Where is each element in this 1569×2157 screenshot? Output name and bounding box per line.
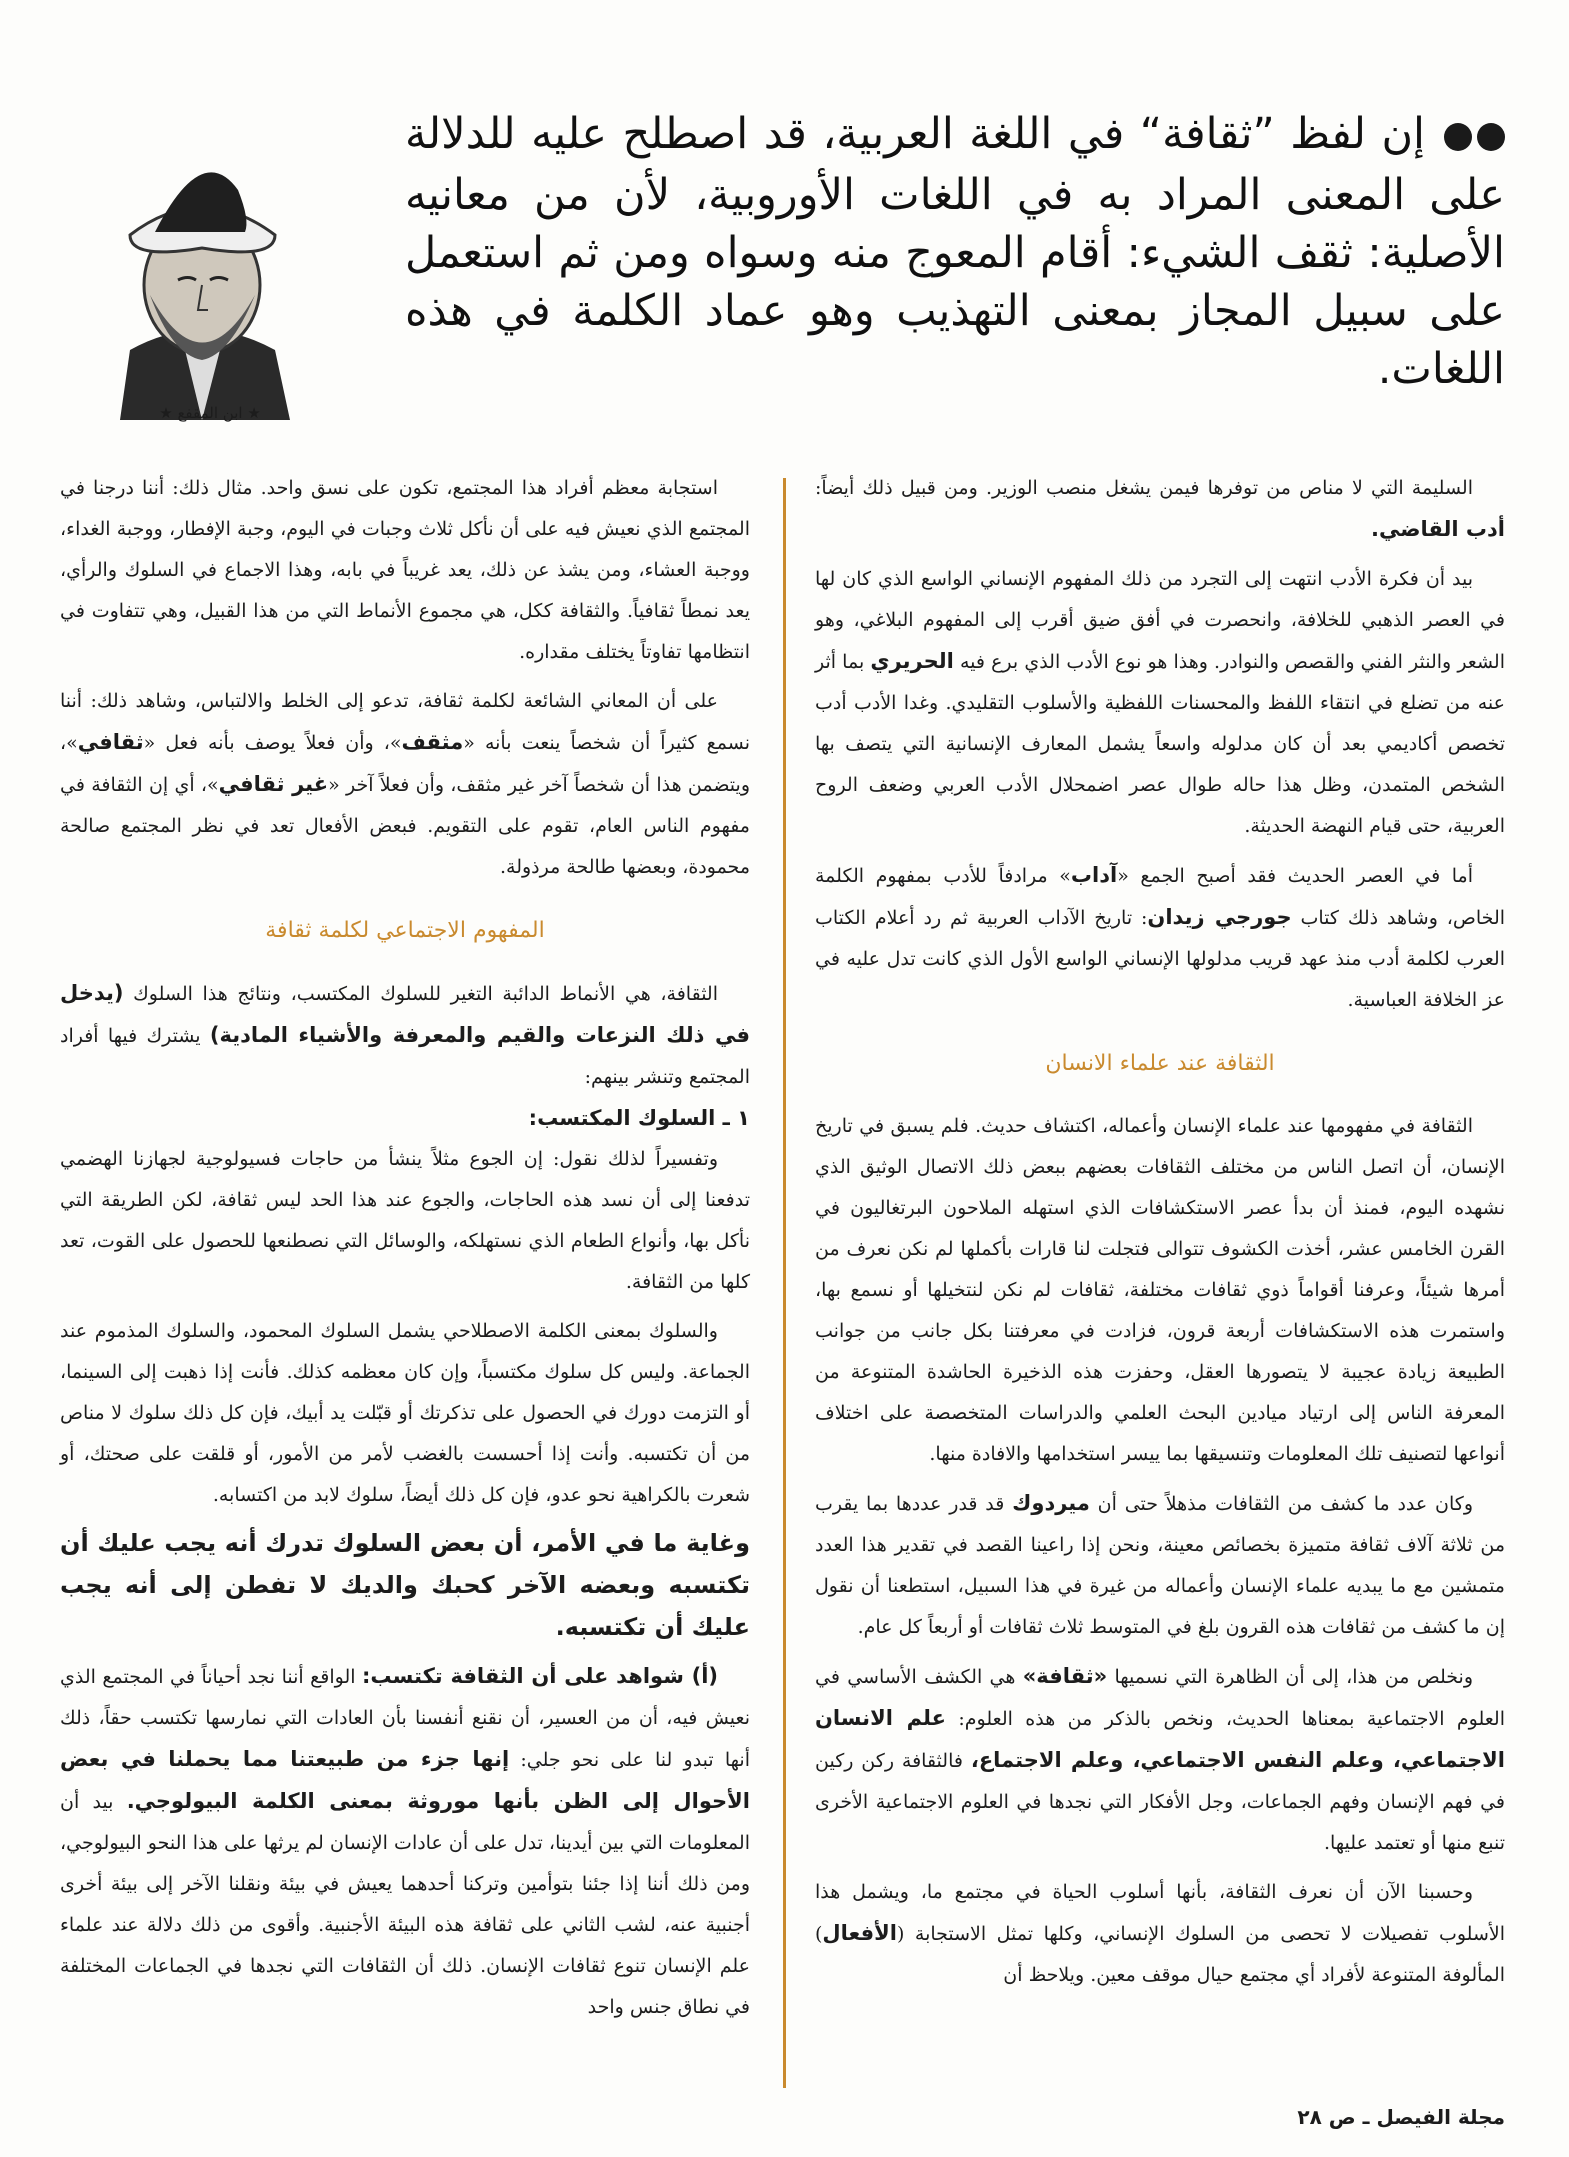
paragraph: السليمة التي لا مناص من توفرها فيمن يشغل منصب الوزير. ومن قبيل ذلك أيضاً: أدب القاضي. xyxy=(815,477,1505,541)
intro-block xyxy=(405,105,1505,398)
right-column xyxy=(815,468,1505,1996)
paragraph: الثقافة، هي الأنماط الدائبة التغير للسلوك المكتسب، ونتائج هذا السلوك (يدخل في ذلك النزعات والقيم والمعرفة والأشياء المادية) يشترك فيها أفراد المجتمع وتنشر بينهم: xyxy=(60,981,750,1088)
paragraph: أما في العصر الحديث فقد أصبح الجمع «آداب» مرادفاً للأدب بمفهوم الكلمة الخاص، وشاهد ذلك كتاب جورجي زيدان: تاريخ الآداب العربية ثم رد أعلام الكتاب العرب لكلمة أدب منذ عهد قريب مدلولها الإنساني الواسع الأول الذي كانت تدل عليه في عز الخلافة العباسية. xyxy=(815,863,1506,1011)
section-heading: المفهوم الاجتماعي لكلمة ثقافة xyxy=(265,918,545,943)
list-item-heading: ١ ـ السلوك المكتسب: xyxy=(528,1106,750,1130)
intro-text: إن لفظ ”ثقافة“ في اللغة العربية، قد اصطلح عليه للدلالة على المعنى المراد به في اللغات الأوروبية، لأن من معانيه الأصلية: ثقف الشيء: أقام المعوج منه وسواه ومن ثم استعمل على سبيل المجاز بمعنى التهذيب وهو عماد الكلمة في هذه اللغات. xyxy=(405,109,1505,394)
paragraph: ونخلص من هذا، إلى أن الظاهرة التي نسميها «ثقافة» هي الكشف الأساسي في العلوم الاجتماعية بمعناها الحديث، ونخص بالذكر من هذه العلوم: علم الانسان الاجتماعي، وعلم النفس الاجتماعي، وعلم الاجتماع، فالثقافة ركن ركين في فهم الإنسان وفهم الجماعات، وجل الأفكار التي نجدها في العلوم الاجتماعية الأخرى تنبع منها أو تعتمد عليها. xyxy=(815,1664,1505,1854)
section-heading: الثقافة عند علماء الانسان xyxy=(1045,1051,1275,1076)
paragraph: وحسبنا الآن أن نعرف الثقافة، بأنها أسلوب الحياة في مجتمع ما، ويشمل هذا الأسلوب تفصيلات لا تحصى من السلوك الإنساني، وكلها تمثل الاستجابة (الأفعال) المألوفة المتنوعة لأفراد أي مجتمع حيال موقف معين. ويلاحظ أن xyxy=(815,1881,1505,1986)
paragraph: والسلوك بمعنى الكلمة الاصطلاحي يشمل السلوك المحمود، والسلوك المذموم عند الجماعة. وليس كل سلوك مكتسباً، وإن كان معظمه كذلك. فأنت إذا ذهبت إلى السينما، أو التزمت دورك في الحصول على تذكرتك أو قبّلت يد أبيك، فإن كل ذلك سلوك لا مناص من أن تكتسبه. وأنت إذا أحسست بالغضب لأمر من الأمور، أو قلقت على صحتك، أو شعرت بالكراهية نحو عدو، فإن كل ذلك أيضاً، سلوك لابد من اكتسابه. xyxy=(60,1320,750,1506)
paragraph-bold: وغاية ما في الأمر، أن بعض السلوك تدرك أنه يجب عليك أن تكتسبه وبعضه الآخر كحبك والديك لا تفطن إلى أنه يجب عليك أن تكتسبه. xyxy=(60,1529,750,1641)
column-divider xyxy=(783,478,786,2088)
paragraph: الثقافة في مفهومها عند علماء الإنسان وأعماله، اكتشاف حديث. فلم يسبق في تاريخ الإنسان، أن اتصل الناس من مختلف الثقافات بعضهم ببعض ذلك الاتصال الوثيق الذي نشهده اليوم، فمنذ أن بدأ عصر الاستكشافات الذي استهله الملاحون البرتغاليون في القرن الخامس عشر، أخذت الكشوف تتوالى فتجلت لنا قارات بأكملها لم نكن نعرف من أمرها شيئاً، وعرفنا أقواماً ذوي ثقافات مختلفة، ثقافات لم نكن لنتخيلها أو نسمع بها، واستمرت هذه الاستكشافات أربعة قرون، فزادت في معرفتنا بكل جانب من جوانب الطبيعة زيادة عجيبة لا يتصورها العقل، وحفزت هذه الذخيرة الحاشدة المتنوعة من المعرفة الناس إلى ارتياد ميادين البحث العلمي والدراسات المتخصصة على اختلاف أنواعها لتصنيف تلك المعلومات وتنسيقها بما ييسر استخدامها والافادة منها. xyxy=(815,1115,1505,1465)
page-footer: مجلة الفيصل ـ ص ٢٨ xyxy=(1297,2105,1505,2129)
paragraph: (أ) شواهد على أن الثقافة تكتسب: الواقع أننا نجد أحياناً في المجتمع الذي نعيش فيه، أن من العسير، أن نقنع أنفسنا بأن العادات التي نمارسها تكتسب حقاً، ذلك أنها تبدو لنا على نحو جلي: إنها جزء من طبيعتنا مما يحملنا في بعض الأحوال إلى الظن بأنها موروثة بمعنى الكلمة البيولوجي. بيد أن المعلومات التي بين أيدينا، تدل على أن عادات الإنسان لم يرثها على هذا النحو البيولوجي، ومن ذلك أننا إذا جئنا بتوأمين وتركنا أحدهما يعيش في بيئة ونقلنا الآخر إلى بيئة أخرى أجنبية عنه، لشب الثاني على ثقافة هذه البيئة الأجنبية. وأقوى من ذلك دلالة عند علماء علم الإنسان تنوع ثقافات الإنسان. ذلك أن الثقافات التي نجدها في الجماعات المختلفة في نطاق جنس واحد xyxy=(60,1664,750,2018)
paragraph: وكان عدد ما كشف من الثقافات مذهلاً حتى أن ميردوك قد قدر عددها بما يقرب من ثلاثة آلاف ثقافة متميزة بخصائص معينة، ونحن إذا راعينا القصد في تقدير هذا العدد متمشين مع ما يبديه علماء الإنسان وأعماله من غيرة في هذا السبيل، استطعنا أن نقول إن ما كشف من ثقافات هذه القرون بلغ في المتوسط ثلاث ثقافات أو أربعاً كل عام. xyxy=(815,1491,1505,1638)
left-column xyxy=(60,468,750,2028)
paragraph: بيد أن فكرة الأدب انتهت إلى التجرد من ذلك المفهوم الإنساني الواسع الذي كان لها في العصر الذهبي للخلافة، وانحصرت في أفق ضيق أقرب إلى المفهوم البلاغي، وهو الشعر والنثر الفني والقصص والنوادر. وهذا هو نوع الأدب الذي برع فيه الحريري بما أثر عنه من تضلع في انتقاء اللفظ والمحسنات اللفظية والأسلوب التقليدي. وغدا الأدب أدب تخصص أكاديمي بعد أن كان مدلوله واسعاً يشمل المعارف الإنسانية التي يتصف بها الشخص المتمدن، وظل هذا حاله طوال عصر اضمحلال الأدب العربي وضعف الروح العربية، حتى قيام النهضة الحديثة. xyxy=(815,568,1505,837)
paragraph: وتفسيراً لذلك نقول: إن الجوع مثلاً ينشأ من حاجات فسيولوجية لجهازنا الهضمي تدفعنا إلى أن نسد هذه الحاجات، والجوع عند هذا الحد ليس ثقافة، لكن الطريقة التي نأكل بها، وأنواع الطعام الذي نستهلكه، والوسائل التي نصطنعها للحصول على القوت، تعد كلها من الثقافة. xyxy=(60,1148,750,1293)
portrait-image xyxy=(60,120,345,420)
bullet-dots-icon xyxy=(1439,108,1505,166)
portrait-caption: ★ ابن المقفع ★ xyxy=(159,404,261,422)
paragraph: استجابة معظم أفراد هذا المجتمع، تكون على نسق واحد. مثال ذلك: أننا درجنا في المجتمع الذي نعيش فيه على أن نأكل ثلاث وجبات في اليوم، وجبة الإفطار، ووجبة الغداء، ووجبة العشاء، ومن يشذ عن ذلك، يعد غريباً في بابه، وهذا الاجماع في السلوك والرأي، يعد نمطاً ثقافياً. والثقافة ككل، هي مجموع الأنماط التي من هذا القبيل، وهي تتفاوت في انتظامها تفاوتاً يختلف مقداره. xyxy=(60,477,750,663)
paragraph: على أن المعاني الشائعة لكلمة ثقافة، تدعو إلى الخلط والالتباس، وشاهد ذلك: أننا نسمع كثيراً أن شخصاً ينعت بأنه «مثقف»، وأن فعلاً يوصف بأنه فعل «ثقافي»، ويتضمن هذا أن شخصاً آخر غير مثقف، وأن فعلاً آخر «غير ثقافي»، أي إن الثقافة في مفهوم الناس العام، تقوم على التقويم. فبعض الأفعال تعد في نظر المجتمع صالحة محمودة، وبعضها طالحة مرذولة. xyxy=(60,690,751,878)
